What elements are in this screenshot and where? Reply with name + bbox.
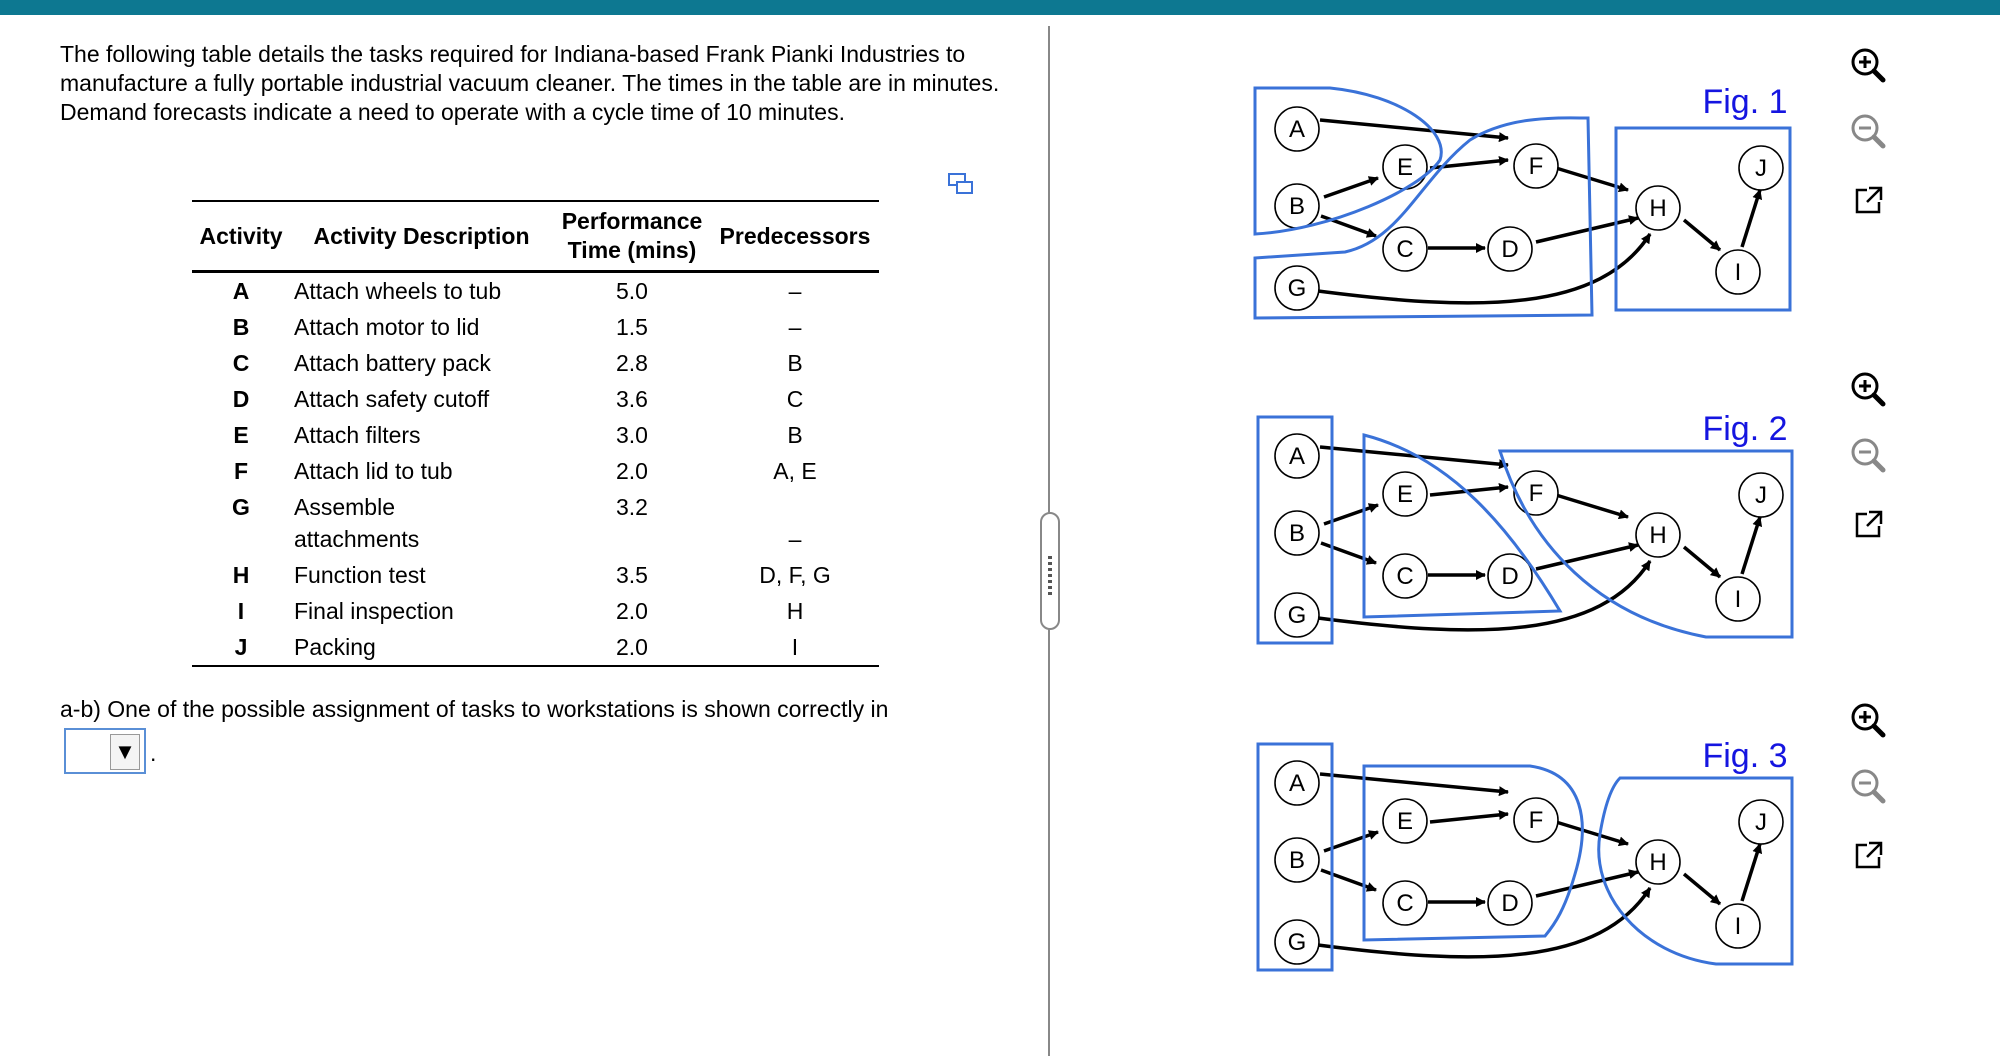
node-label: C [1396,236,1414,263]
node-label: J [1755,482,1767,509]
cell-description: Assemble attachments [294,494,420,552]
node-label: J [1755,809,1767,836]
cell-activity: F [233,458,249,484]
node-label: B [1288,193,1306,220]
open-external-icon[interactable] [1845,502,1891,548]
cell-predecessors: – [788,278,802,304]
zoom-out-icon[interactable] [1845,108,1891,154]
cell-activity: H [232,562,250,588]
node-label: D [1501,563,1519,590]
cell-predecessors: – [788,314,802,340]
cell-predecessors: I [791,634,799,660]
cell-predecessors: D, F, G [759,562,831,588]
node-label: A [1288,770,1306,797]
chevron-down-icon[interactable]: ▼ [110,734,140,770]
zoom-in-icon[interactable] [1845,366,1891,412]
cell-description: Final inspection [294,598,454,624]
cell-description: Attach motor to lid [294,314,480,340]
node-label: D [1501,890,1519,917]
node-label: H [1649,522,1667,549]
node-label: B [1288,520,1306,547]
open-external-icon[interactable] [1845,178,1891,224]
cell-predecessors: H [786,598,804,624]
cell-description: Packing [294,634,376,660]
cell-time: 3.6 [616,386,648,412]
cell-activity: A [232,278,250,304]
node-label: C [1396,563,1414,590]
node-label: E [1396,481,1414,508]
zoom-in-icon[interactable] [1845,42,1891,88]
cell-predecessors: B [787,422,803,448]
cell-activity: B [232,314,250,340]
cell-activity: D [232,386,250,412]
cell-time: 2.0 [616,458,648,484]
cell-description: Attach battery pack [294,350,491,376]
node-label: I [1734,586,1742,613]
cell-description: Attach filters [294,422,421,448]
node-label: F [1528,807,1544,834]
cell-activity: E [233,422,249,448]
header-time-line2: Time (mins) [567,237,697,263]
cell-predecessors: A, E [773,458,817,484]
cell-time: 1.5 [616,314,648,340]
node-label: G [1287,275,1307,302]
node-label: E [1396,154,1414,181]
figure-1-label: Fig. 1 [1702,83,1788,121]
cell-description: Attach safety cutoff [294,386,490,412]
cell-description: Attach wheels to tub [294,278,502,304]
node-label: F [1528,153,1544,180]
open-external-icon[interactable] [1845,833,1891,879]
cell-activity: J [234,634,248,660]
node-label: H [1649,195,1667,222]
cell-description: Function test [294,562,426,588]
figure-3 [0,654,2000,1054]
cell-time: 2.0 [616,598,648,624]
cell-time: 2.8 [616,350,648,376]
cell-activity: G [232,494,250,520]
cell-time: 2.0 [616,634,648,660]
figure-3-label: Fig. 3 [1702,737,1788,775]
header-predecessors: Predecessors [719,222,871,249]
question-suffix: . [150,740,157,766]
figure-2-label: Fig. 2 [1702,410,1788,448]
node-label: I [1734,913,1742,940]
intro-text: The following table details the tasks required for Indiana-based Frank Pianki Industries to manufacture a fully portable industrial vacuum cleaner. The times in the table are in minutes. Demand forecasts indicate a need to operate with a cycle time of 10 minutes. [60,41,1000,125]
cell-time: 3.0 [616,422,648,448]
question-text: a-b) One of the possible assignment of tasks to workstations is shown correctly in [60,696,889,722]
cell-time: 3.5 [616,562,648,588]
node-label: F [1528,480,1544,507]
cell-predecessors: C [786,386,804,412]
node-label: A [1288,116,1306,143]
header-time-line1: Performance [561,208,703,234]
node-label: H [1649,849,1667,876]
node-label: C [1396,890,1414,917]
cell-predecessors: – [788,526,802,552]
zoom-out-icon[interactable] [1845,763,1891,809]
zoom-out-icon[interactable] [1845,432,1891,478]
cell-activity: C [232,350,250,376]
node-label: I [1734,259,1742,286]
node-label: A [1288,443,1306,470]
cell-description: Attach lid to tub [294,458,453,484]
node-label: B [1288,847,1306,874]
header-description: Activity Description [313,222,530,249]
header-activity: Activity [199,222,283,249]
node-label: E [1396,808,1414,835]
node-label: G [1287,602,1307,629]
cell-activity: I [237,598,245,624]
cell-time: 3.2 [616,494,648,520]
node-label: J [1755,155,1767,182]
cell-time: 5.0 [616,278,648,304]
node-label: D [1501,236,1519,263]
zoom-in-icon[interactable] [1845,697,1891,743]
cell-predecessors: B [787,350,803,376]
node-label: G [1287,929,1307,956]
